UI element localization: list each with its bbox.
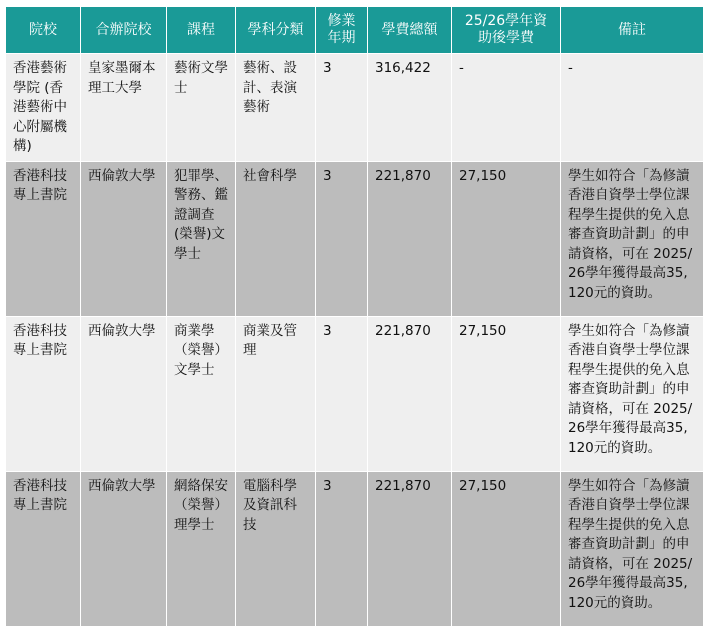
cell-partner: 皇家墨爾本理工大學: [81, 54, 167, 162]
cell-subsidised: -: [452, 54, 561, 162]
cell-programme: 商業學（榮譽）文學士: [167, 316, 236, 471]
header-remarks: 備註: [561, 7, 704, 54]
cell-programme: 網絡保安（榮譽）理學士: [167, 471, 236, 626]
cell-discipline: 藝術、設計、表演藝術: [236, 54, 316, 162]
cell-institution: 香港科技專上書院: [6, 316, 81, 471]
cell-institution: 香港藝術學院 (香港藝術中心附屬機構): [6, 54, 81, 162]
cell-institution: 香港科技專上書院: [6, 471, 81, 626]
cell-duration: 3: [316, 161, 368, 316]
cell-partner: 西倫敦大學: [81, 316, 167, 471]
cell-tuition: 221,870: [368, 316, 452, 471]
cell-discipline: 商業及管理: [236, 316, 316, 471]
header-row: [6, 7, 704, 54]
cell-discipline: 社會科學: [236, 161, 316, 316]
programme-table: [5, 6, 704, 627]
header-duration: 修業年期: [316, 7, 368, 54]
header-programme: 課程: [167, 7, 236, 54]
cell-duration: 3: [316, 471, 368, 626]
header-institution: 院校: [6, 7, 81, 54]
cell-programme: 藝術文學士: [167, 54, 236, 162]
cell-partner: 西倫敦大學: [81, 471, 167, 626]
cell-remarks: 學生如符合「為修讀香港自資學士學位課程學生提供的免入息審查資助計劃」的申請資格，可在 2025/26學年獲得最高35,120元的資助。: [561, 316, 704, 471]
cell-remarks: -: [561, 54, 704, 162]
table-row: [6, 54, 704, 162]
cell-duration: 3: [316, 54, 368, 162]
cell-tuition: 221,870: [368, 161, 452, 316]
cell-subsidised: 27,150: [452, 161, 561, 316]
header-partner: 合辦院校: [81, 7, 167, 54]
cell-subsidised: 27,150: [452, 316, 561, 471]
table-row: [6, 316, 704, 471]
header-discipline: 學科分類: [236, 7, 316, 54]
cell-remarks: 學生如符合「為修讀香港自資學士學位課程學生提供的免入息審查資助計劃」的申請資格，可在 2025/26學年獲得最高35,120元的資助。: [561, 161, 704, 316]
cell-subsidised: 27,150: [452, 471, 561, 626]
cell-remarks: 學生如符合「為修讀香港自資學士學位課程學生提供的免入息審查資助計劃」的申請資格，可在 2025/26學年獲得最高35,120元的資助。: [561, 471, 704, 626]
cell-partner: 西倫敦大學: [81, 161, 167, 316]
cell-programme: 犯罪學、警務、鑑證調查(榮譽)文學士: [167, 161, 236, 316]
cell-tuition: 316,422: [368, 54, 452, 162]
table-row: [6, 471, 704, 626]
cell-institution: 香港科技專上書院: [6, 161, 81, 316]
cell-tuition: 221,870: [368, 471, 452, 626]
cell-discipline: 電腦科學及資訊科技: [236, 471, 316, 626]
cell-duration: 3: [316, 316, 368, 471]
table-row: [6, 161, 704, 316]
header-subsidised: 25/26學年資助後學費: [452, 7, 561, 54]
header-tuition: 學費總額: [368, 7, 452, 54]
